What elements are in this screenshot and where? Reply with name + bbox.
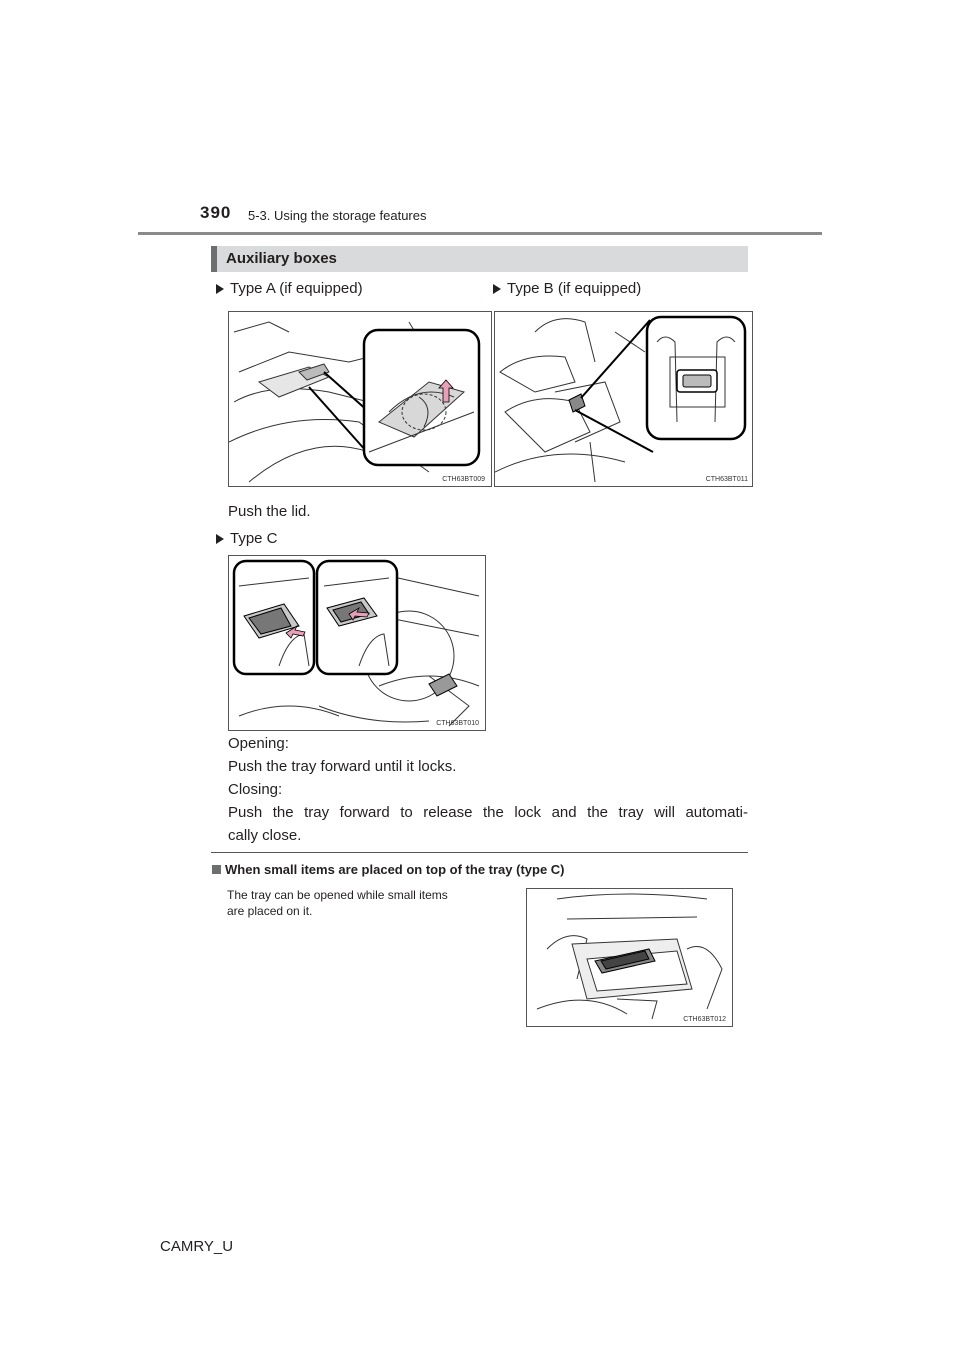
type-a-code: CTH63BT009 [442, 476, 485, 483]
type-b-code: CTH63BT011 [705, 476, 748, 483]
opening-label: Opening: [228, 735, 289, 752]
note-text-line2: are placed on it. [227, 904, 313, 918]
section-title: 5-3. Using the storage features [248, 208, 427, 223]
type-b-label [493, 280, 641, 297]
note-heading-text: When small items are placed on top of the tray (type C) [225, 862, 565, 877]
type-c-label [216, 530, 278, 547]
type-b-illustration [494, 311, 753, 487]
note-code: CTH63BT012 [683, 1016, 726, 1023]
note-text-line1: The tray can be opened while small items [227, 888, 448, 902]
type-a-label-text: Type A (if equipped) [230, 280, 363, 297]
type-a-label [216, 280, 363, 297]
section-divider [211, 852, 748, 853]
type-c-label-text: Type C [230, 530, 278, 547]
bullet-triangle-icon [493, 284, 501, 294]
note-illustration [526, 888, 733, 1027]
note-text [227, 887, 517, 919]
opening-text: Push the tray forward until it locks. [228, 758, 457, 775]
heading-text: Auxiliary boxes [226, 250, 337, 267]
type-a-illustration [228, 311, 492, 487]
type-c-illustration [228, 555, 486, 731]
auxiliary-boxes-heading [211, 246, 748, 272]
note-heading [212, 862, 565, 877]
closing-text-line1: Push the tray forward to release the lock and the tray will automati- [228, 804, 748, 821]
bullet-triangle-icon [216, 284, 224, 294]
type-b-label-text: Type B (if equipped) [507, 280, 642, 297]
closing-label: Closing: [228, 781, 283, 798]
closing-text-line2: cally close. [228, 827, 302, 844]
page-number: 390 [200, 203, 232, 222]
heading-tab [211, 246, 217, 272]
square-bullet-icon [212, 865, 221, 874]
bullet-triangle-icon [216, 534, 224, 544]
header-rule [138, 232, 822, 235]
push-lid-text: Push the lid. [228, 503, 311, 520]
footer-model: CAMRY_U [160, 1238, 234, 1255]
type-c-code: CTH63BT010 [436, 720, 479, 727]
